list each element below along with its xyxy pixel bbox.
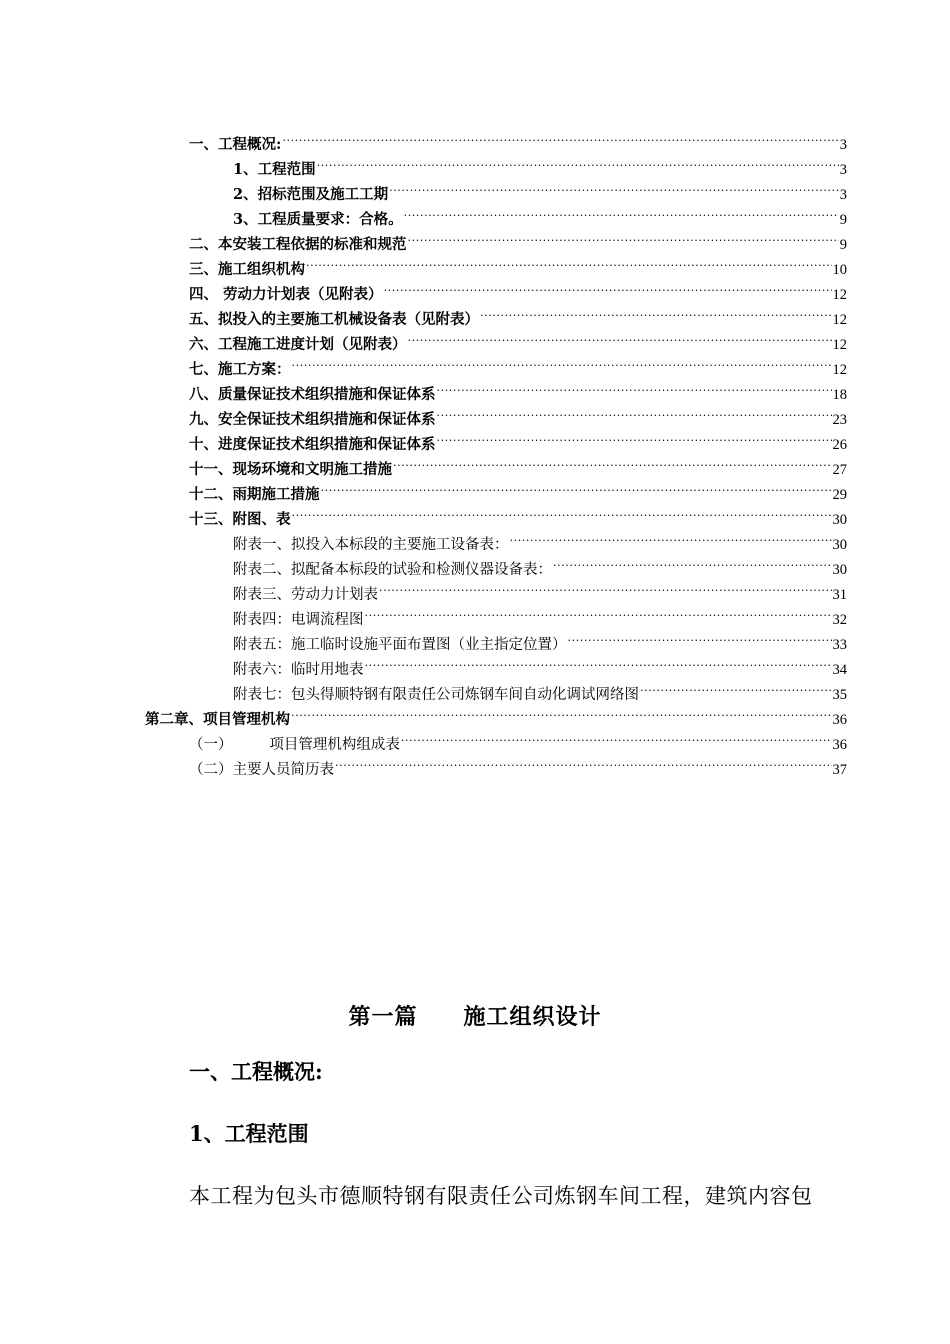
toc-leader-dots bbox=[510, 527, 832, 549]
toc-entry[interactable] bbox=[233, 177, 847, 203]
toc-entry-page: 12 bbox=[832, 287, 847, 303]
toc-entry[interactable] bbox=[233, 152, 847, 178]
toc-entry[interactable] bbox=[189, 502, 847, 528]
toc-entry-label: 八、质量保证技术组织措施和保证体系 bbox=[189, 386, 436, 403]
toc-entry[interactable] bbox=[233, 602, 847, 628]
toc-entry-page: 27 bbox=[832, 462, 847, 478]
toc-leader-dots bbox=[437, 427, 832, 449]
toc-leader-dots bbox=[365, 652, 832, 674]
toc-leader-dots bbox=[480, 302, 832, 324]
toc-leader-dots bbox=[568, 627, 832, 649]
toc-entry[interactable] bbox=[189, 477, 847, 503]
toc-entry[interactable] bbox=[233, 552, 847, 578]
toc-entry-label: 十一、现场环境和文明施工措施 bbox=[189, 461, 392, 478]
toc-entry[interactable] bbox=[189, 277, 847, 303]
toc-entry[interactable] bbox=[189, 352, 847, 378]
toc-entry-label: 3、工程质量要求：合格。 bbox=[233, 211, 403, 228]
toc-entry-label: 一、工程概况: bbox=[189, 136, 282, 153]
toc-entry-page: 30 bbox=[832, 512, 847, 528]
toc-leader-dots bbox=[335, 752, 832, 774]
toc-entry-label: （一） 项目管理机构组成表 bbox=[189, 737, 400, 753]
toc-leader-dots bbox=[640, 677, 832, 699]
toc-entry-label: 1、工程范围 bbox=[233, 161, 316, 178]
toc-entry-page: 3 bbox=[839, 162, 847, 178]
toc-entry[interactable] bbox=[233, 677, 847, 703]
toc-entry-page: 36 bbox=[832, 737, 847, 753]
toc-entry-label: 附表一、拟投入本标段的主要施工设备表： bbox=[233, 537, 509, 553]
toc-leader-dots bbox=[408, 227, 839, 249]
toc-entry-page: 35 bbox=[832, 687, 847, 703]
toc-entry[interactable] bbox=[189, 377, 847, 403]
toc-entry-label: 附表二、拟配备本标段的试验和检测仪器设备表： bbox=[233, 562, 552, 578]
toc-entry-page: 12 bbox=[832, 337, 847, 353]
toc-leader-dots bbox=[321, 477, 832, 499]
toc-entry-page: 3 bbox=[839, 137, 847, 153]
toc-entry-label: 十二、雨期施工措施 bbox=[189, 486, 320, 503]
toc-entry[interactable] bbox=[145, 702, 847, 728]
toc-leader-dots bbox=[408, 327, 832, 349]
toc-entry-label: 附表七：包头得顺特钢有限责任公司炼钢车间自动化调试网络图 bbox=[233, 687, 639, 703]
part-title-name: 施工组织设计 bbox=[463, 1004, 602, 1030]
toc-entry-page: 30 bbox=[832, 537, 847, 553]
toc-entry[interactable] bbox=[189, 452, 847, 478]
toc-entry[interactable] bbox=[189, 427, 847, 453]
toc-entry[interactable] bbox=[189, 727, 847, 753]
toc-entry-page: 23 bbox=[832, 412, 847, 428]
toc-leader-dots bbox=[282, 127, 838, 149]
toc-entry-page: 33 bbox=[832, 637, 847, 653]
toc-entry[interactable] bbox=[233, 527, 847, 553]
toc-entry-page: 3 bbox=[839, 187, 847, 203]
toc-entry-page: 37 bbox=[832, 762, 847, 778]
toc-entry-label: 附表六：临时用地表 bbox=[233, 662, 364, 678]
toc-entry-page: 34 bbox=[832, 662, 847, 678]
toc-entry[interactable] bbox=[189, 752, 847, 778]
toc-entry[interactable] bbox=[233, 627, 847, 653]
subsection-heading: 1、工程范围 bbox=[189, 1121, 309, 1146]
toc-entry-label: 十、进度保证技术组织措施和保证体系 bbox=[189, 436, 436, 453]
toc-entry-page: 36 bbox=[832, 712, 847, 728]
section-heading: 一、工程概况: bbox=[189, 1059, 323, 1084]
toc-entry-label: 附表五：施工临时设施平面布置图（业主指定位置） bbox=[233, 637, 567, 653]
toc-entry-label: 七、施工方案： bbox=[189, 361, 291, 378]
part-title-number: 第一篇 bbox=[348, 1004, 418, 1030]
toc-leader-dots bbox=[379, 577, 832, 599]
toc-entry-page: 18 bbox=[832, 387, 847, 403]
toc-entry-label: 四、 劳动力计划表（见附表） bbox=[189, 286, 383, 303]
toc-entry-label: 第二章、项目管理机构 bbox=[145, 711, 290, 728]
toc-entry-label: 二、本安装工程依据的标准和规范 bbox=[189, 236, 407, 253]
toc-entry-label: 2、招标范围及施工工期 bbox=[233, 186, 389, 203]
toc-leader-dots bbox=[437, 377, 832, 399]
toc-entry-page: 9 bbox=[839, 212, 847, 228]
toc-entry[interactable] bbox=[189, 402, 847, 428]
toc-entry-page: 30 bbox=[832, 562, 847, 578]
toc-entry[interactable] bbox=[189, 227, 847, 253]
toc-entry[interactable] bbox=[189, 127, 847, 153]
toc-leader-dots bbox=[393, 452, 832, 474]
toc-entry-page: 10 bbox=[832, 262, 847, 278]
toc-leader-dots bbox=[291, 702, 832, 724]
toc-entry-label: 附表四：电调流程图 bbox=[233, 612, 364, 628]
toc-entry-page: 31 bbox=[832, 587, 847, 603]
toc-leader-dots bbox=[292, 502, 832, 524]
toc-entry-label: 五、拟投入的主要施工机械设备表（见附表） bbox=[189, 311, 479, 328]
toc-entry[interactable] bbox=[233, 577, 847, 603]
toc-leader-dots bbox=[306, 252, 832, 274]
toc-entry[interactable] bbox=[233, 202, 847, 228]
toc-leader-dots bbox=[365, 602, 832, 624]
toc-entry-label: 三、施工组织机构 bbox=[189, 261, 305, 278]
toc-entry[interactable] bbox=[189, 252, 847, 278]
toc-entry[interactable] bbox=[189, 302, 847, 328]
toc-entry-page: 9 bbox=[839, 237, 847, 253]
toc-leader-dots bbox=[553, 552, 832, 574]
toc-entry-label: 六、工程施工进度计划（见附表） bbox=[189, 336, 407, 353]
part-title bbox=[0, 1000, 950, 1031]
body-paragraph: 本工程为包头市德顺特钢有限责任公司炼钢车间工程，建筑内容包 bbox=[189, 1184, 813, 1208]
toc-entry-page: 32 bbox=[832, 612, 847, 628]
toc-leader-dots bbox=[317, 152, 839, 174]
toc-entry-label: 九、安全保证技术组织措施和保证体系 bbox=[189, 411, 436, 428]
toc-entry[interactable] bbox=[233, 652, 847, 678]
toc-leader-dots bbox=[292, 352, 832, 374]
toc-leader-dots bbox=[404, 202, 839, 224]
toc-entry-page: 26 bbox=[832, 437, 847, 453]
toc-entry-label: 十三、附图、表 bbox=[189, 511, 291, 528]
toc-leader-dots bbox=[389, 177, 839, 199]
toc-entry-page: 29 bbox=[832, 487, 847, 503]
toc-entry[interactable] bbox=[189, 327, 847, 353]
toc-leader-dots bbox=[401, 727, 832, 749]
toc-entry-label: 附表三、劳动力计划表 bbox=[233, 587, 378, 603]
toc-leader-dots bbox=[437, 402, 832, 424]
toc-entry-page: 12 bbox=[832, 362, 847, 378]
toc-leader-dots bbox=[384, 277, 832, 299]
toc-entry-label: （二）主要人员简历表 bbox=[189, 762, 334, 778]
toc-entry-page: 12 bbox=[832, 312, 847, 328]
